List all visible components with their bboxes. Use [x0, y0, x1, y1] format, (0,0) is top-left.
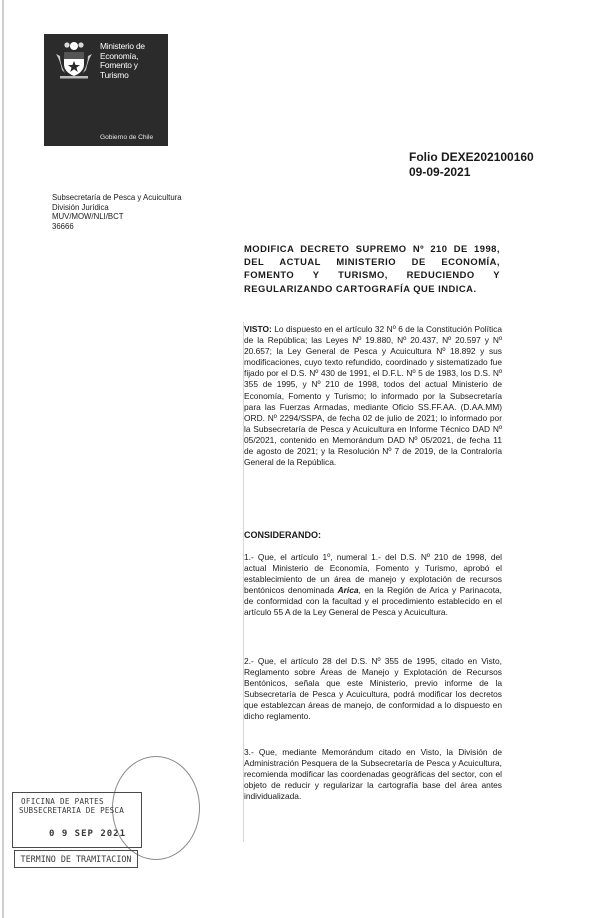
- government-label: Gobierno de Chile: [100, 134, 154, 141]
- considerando-paragraph-1: [244, 552, 502, 619]
- considerando-paragraph-3: 3.- Que, mediante Memorándum citado en Visto, la División de Administración Pesquera de la Subsecretaría de Pesca y Acuicultura, recomienda modificar las coordenadas geográficas del sector, con el objeto de reducir y regularizar la cartografía base del área antes individualizada.: [244, 747, 502, 802]
- p1-text-a: 1.- Que, el artículo 1º, numeral 1.- del D.S. Nº 210 de 1998, del actual Ministerio de Economía, Fomento y Turismo, aprobó el establecimiento de un área de manejo y explotación de recursos bentónicos denominada: [244, 552, 502, 596]
- p1-area-name: Arica: [337, 585, 359, 596]
- ministry-line-1: Ministerio de: [100, 41, 145, 51]
- visto-text: Lo dispuesto en el artículo 32 Nº 6 de la Constitución Política de la República; las Leyes Nº 19.880, Nº 20.437, Nº 20.597 y Nº 20.657; la Ley General de Pesca y Acuicultura Nº 18.892 y sus modificaciones, cuyo texto refundido, coordinado y sistematizado fue fijado por el D.S. Nº 430 de 1991, el D.F.L. Nº 5 de 1983, los D.S. Nº 355 de 1995, y Nº 210 de 1998, todos del actual Ministerio de Economía, Fomento y Turismo; lo informado por la Subsecretaría para las Fuerzas Armadas, mediante Oficio SS.FF.AA. (D.AA.MM) ORD. Nº 2294/SSPA, de fecha 02 de julio de 2021; lo informado por la Subsecretaría de Pesca y Acuicultura en Informe Técnico DAD Nº 05/2021, contenido en Memorándum DAD Nº 05/2021, de fecha 11 de agosto de 2021; y la Resolución Nº 7 de 2019, de la Contraloría General de la República.: [244, 324, 502, 468]
- scan-edge: [2, 0, 4, 918]
- folio-block: [409, 150, 534, 180]
- issuer-line-4: 36666: [52, 221, 74, 231]
- issuer-line-1: Subsecretaría de Pesca y Acuicultura: [52, 193, 182, 202]
- p1-text-b: , en la Región de Arica y Parinacota, de conformidad con la facultad y el procedimiento establecido en el artículo 55 A de la Ley General de Pesca y Acuicultura.: [244, 585, 502, 618]
- document-title: MODIFICA DECRETO SUPREMO Nº 210 DE 1998, DEL ACTUAL MINISTERIO DE ECONOMÍA, FOMENTO Y TURISMO, REDUCIENDO Y REGULARIZANDO CARTOGRAFÍA QUE INDICA.: [244, 243, 500, 294]
- folio-date: 09-09-2021: [409, 165, 471, 179]
- issuer-block: [52, 193, 182, 231]
- ministry-line-2: Economía,: [100, 50, 139, 61]
- considerando-paragraph-2: 2.- Que, el artículo 28 del D.S. Nº 355 de 1995, citado en Visto, Reglamento sobre Áreas de Manejo y Explotación de Recursos Bentónicos, señala que este Ministerio, previo informe de la Subsecretaría de Pesca y Acuicultura, podrá modificar los decretos que establezcan áreas de manejo, de conformidad a lo dispuesto en dicho reglamento.: [244, 656, 502, 722]
- ministry-line-4: Turismo: [100, 69, 129, 80]
- stamp-termination: TERMINO DE TRAMITACION: [14, 850, 138, 868]
- issuer-line-2: División Jurídica: [52, 202, 109, 212]
- ministry-line-3: Fomento y: [100, 60, 138, 71]
- office-stamp: [12, 792, 142, 848]
- stamp-line-2: SUBSECRETARIA DE PESCA: [19, 806, 124, 815]
- stamp-date: 0 9 SEP 2021: [49, 829, 127, 839]
- visto-label: VISTO:: [244, 324, 272, 334]
- folio-number: Folio DEXE202100160: [409, 150, 534, 164]
- visto-paragraph: [244, 324, 502, 468]
- ministry-name: [100, 42, 166, 80]
- ministry-logo: [44, 34, 168, 146]
- stamp-line-1: OFICINA DE PARTES: [21, 797, 104, 806]
- issuer-line-3: MUV/MOW/NLI/BCT: [52, 212, 124, 222]
- chile-coat-of-arms-icon: [52, 40, 96, 80]
- considerando-heading: CONSIDERANDO:: [244, 530, 322, 540]
